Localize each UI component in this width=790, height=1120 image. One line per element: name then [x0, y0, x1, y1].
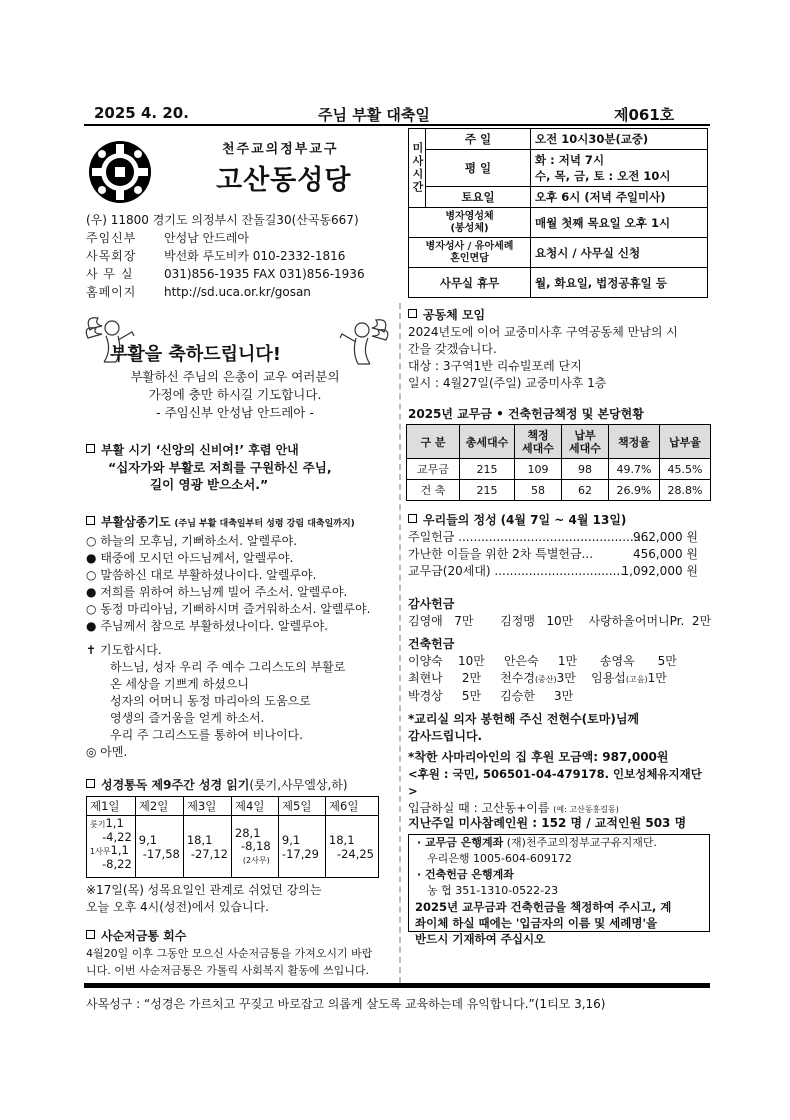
finance-row [407, 459, 711, 480]
council-label: 사목회장 [86, 249, 137, 263]
tithe-account-title: · 교무금 은행계좌 [417, 836, 504, 849]
acclamation-section [86, 442, 386, 493]
greeting-signature: - 주임신부 안성남 안드레아 - [156, 405, 314, 420]
finance-header: 납부 세대수 [562, 425, 609, 459]
response-line: 주님께서 참으로 부활하셨나이다. 알렐루야. [100, 619, 329, 633]
finance-header: 책정 세대수 [515, 425, 562, 459]
verse-marker: ○ [86, 568, 97, 582]
mass-value: 오후 6시 (저녁 주일미사) [531, 187, 708, 208]
mass-schedule-table [408, 128, 708, 298]
offerings-period: (4월 7일 ~ 4월 13일) [500, 513, 627, 527]
prayer-section [86, 642, 396, 761]
verse-line: 하늘의 모후님, 기뻐하소서. 알렐루야. [100, 534, 298, 548]
reading-note [86, 882, 396, 916]
acclamation-line: “십자가와 부활로 저희를 구원하신 주님, [108, 460, 332, 475]
offering-row [408, 529, 698, 546]
donation-thanks [408, 711, 708, 745]
finance-cell: 건 축 [407, 480, 460, 501]
lent-box-line: 니다. 이번 사순저금통은 가톨릭 사회복지 활동에 쓰입니다. [86, 964, 369, 977]
finance-cell: 49.7% [609, 459, 660, 480]
offering-amount: 962,000 원 [632, 530, 698, 544]
regina-caeli-section [86, 514, 396, 635]
reading-note-line: 오늘 오후 4시(성전)에서 있습니다. [86, 900, 269, 914]
bible-reading-title: 성경통독 제9주간 성경 읽기 [101, 778, 250, 792]
samaritan-total: *착한 사마리아인의 집 후원 모금액: 987,000원 [408, 750, 669, 764]
day-4-reading: 28,1 -8,18 (2사무) [231, 816, 278, 878]
samaritan-section [408, 749, 708, 818]
verse-line: 말씀하신 대로 부활하셨나이다. 알렐루야. [100, 568, 317, 582]
response-line: 저희를 위하여 하느님께 빌어 주소서. 알렐루야. [100, 585, 348, 599]
mass-key: 평 일 [426, 150, 531, 187]
finance-cell: 109 [515, 459, 562, 480]
finance-title: 2025년 교무금 • 건축헌금책정 및 본당현황 [408, 407, 644, 421]
regina-caeli-note: (주님 부활 대축일부터 성령 강림 대축일까지) [174, 519, 355, 529]
finance-header: 총세대수 [460, 425, 515, 459]
church-name: 고산동성당 [216, 165, 352, 196]
finance-cell: 28.8% [660, 480, 711, 501]
footer-divider [84, 983, 710, 988]
finance-cell: 62 [562, 480, 609, 501]
building-offering-line: 이양숙 10만 안은숙 1만 송영옥 5만 [408, 654, 677, 668]
day-header: 제1일 [87, 797, 136, 816]
response-marker: ● [86, 585, 97, 599]
mass-value: 오전 10시30분(교중) [531, 129, 708, 150]
council-info: 박선화 루도비카 010-2332-1816 [164, 249, 346, 263]
community-target: 대상 : 3구역1반 리슈빌포레 단지 [408, 359, 582, 373]
day-5-reading: 9,1 -17,29 [278, 816, 325, 878]
finance-cell: 45.5% [660, 459, 711, 480]
community-time: 일시 : 4월27일(주일) 교중미사후 1층 [408, 376, 607, 390]
prayer-line: 우리 주 그리스도를 통하여 비나이다. [110, 728, 303, 742]
lent-box-line: 4월20일 이후 그동안 모으신 사순저금통을 가져오시기 바랍 [86, 947, 373, 960]
day-header: 제3일 [183, 797, 231, 816]
prayer-line: 하느님, 성자 우리 주 예수 그리스도의 부활로 [110, 660, 346, 674]
bullet-square-icon [86, 444, 95, 453]
day-1-reading: 룻기1,1 -4,22 1사무1,1 -8,22 [87, 816, 136, 878]
pastor-label: 주임신부 [86, 231, 137, 245]
tithe-account-owner: (재)천주교의정부교구유지재단. [503, 836, 657, 849]
sick-communion-value: 매월 첫째 목요일 오후 1시 [531, 208, 708, 238]
acclamation-title: 부활 시기 ‘신앙의 신비여!’ 후렴 안내 [101, 443, 299, 457]
building-offering-section [408, 636, 708, 705]
offering-amount: 456,000 원 [632, 547, 698, 561]
offering-row [408, 563, 698, 580]
finance-row [407, 480, 711, 501]
web-label: 홈페이지 [86, 285, 137, 299]
offering-row [408, 546, 698, 563]
verse-line: 동정 마리아님, 기뻐하시며 즐거워하소서. 알렐루야. [100, 602, 371, 616]
sick-communion-key: 병자영성체 (봉성체) [409, 208, 531, 238]
building-offering-title: 건축헌금 [408, 637, 455, 651]
bank-account-box [408, 834, 710, 946]
easter-greeting-body [100, 368, 370, 422]
thanks-offering-line: 김영애 7만 김정맹 10만 사랑하올어머니Pr. 2만 [408, 614, 712, 628]
community-section [408, 307, 708, 392]
tithe-account-number: 우리은행 1005-604-609172 [427, 852, 572, 865]
bullet-square-icon [408, 514, 417, 523]
response-marker: ● [86, 551, 97, 565]
column-divider [399, 303, 401, 983]
office-closed-value: 월, 화요일, 법정공휴일 등 [531, 268, 708, 298]
bullet-square-icon [86, 930, 95, 939]
diocese-name: 천주교의정부교구 [222, 142, 339, 157]
parish-info [86, 211, 365, 301]
day-3-reading: 18,1 -27,12 [183, 816, 231, 878]
mass-key: 토요일 [426, 187, 531, 208]
building-offering-line: 최현나 2만 천수경(중산)3만 임용섭(고음)1만 [408, 671, 667, 685]
building-offering-line: 박경상 5만 김승한 3만 [408, 689, 574, 703]
finance-cell: 26.9% [609, 480, 660, 501]
finance-header: 책정율 [609, 425, 660, 459]
finance-cell: 교무금 [407, 459, 460, 480]
offerings-title: 우리들의 정성 [423, 513, 497, 527]
address: (우) 11800 경기도 의정부시 잔돌길30(산곡동667) [86, 213, 359, 227]
day-header: 제4일 [231, 797, 278, 816]
parish-logo-icon [88, 140, 152, 204]
offering-label: 교무금(20세대) .................................. [408, 564, 625, 578]
website-link[interactable]: http://sd.uca.or.kr/gosan [164, 285, 311, 299]
issue-number: 제061호 [614, 106, 675, 124]
samaritan-account: <후원 : 국민, 506501-04-479178. 인보성체유지재단> [408, 767, 702, 798]
bullet-square-icon [86, 779, 95, 788]
attendance: 지난주일 미사참례인원 : 152 명 / 교적인원 503 명 [408, 816, 687, 830]
finance-cell: 58 [515, 480, 562, 501]
offerings-title-row [408, 512, 626, 529]
bible-reading-table [86, 796, 379, 878]
bank-note-line: 좌이체 하실 때에는 '입금자의 이름 및 세례명'을 [415, 916, 658, 930]
finance-cell: 98 [562, 459, 609, 480]
building-account-title: · 건축헌금 은행계좌 [417, 868, 514, 881]
greeting-line: 가정에 충만 하시길 기도합니다. [148, 387, 322, 402]
reading-note-line: ※17일(목) 성목요일인 관계로 쉬었던 강의는 [86, 883, 322, 897]
finance-header: 납부율 [660, 425, 711, 459]
offering-amount: 1,092,000 원 [621, 564, 698, 578]
lent-box-section [86, 928, 396, 979]
community-line: 2024년도에 이어 교중미사후 구역공동체 만남의 시 [408, 325, 678, 339]
verse-marker: ○ [86, 602, 97, 616]
community-line: 간을 갖겠습니다. [408, 342, 497, 356]
thanks-offering-title: 감사헌금 [408, 597, 455, 611]
pastoral-verse: 사목성구 : “성경은 가르치고 꾸짖고 바로잡고 의롭게 살도록 교육하는데 유익합니다.”(1티모 3,16) [86, 997, 606, 1011]
finance-header: 구 분 [407, 425, 460, 459]
sacrament-key: 병자성사 / 유아세례 혼인면담 [409, 238, 531, 268]
office-phone: 031)856-1935 FAX 031)856-1936 [164, 267, 365, 281]
prayer-line: 온 세상을 기쁘게 하셨으니 [110, 677, 249, 691]
community-title: 공동체 모임 [423, 308, 486, 322]
finance-cell: 215 [460, 480, 515, 501]
day-header: 제6일 [325, 797, 378, 816]
lent-box-title: 사순저금통 회수 [101, 929, 187, 943]
day-header: 제5일 [278, 797, 325, 816]
header-divider [84, 124, 710, 126]
bible-reading-title-row [86, 777, 396, 794]
office-label: 사 무 실 [86, 267, 134, 281]
angel-right-icon [336, 312, 392, 370]
bullet-square-icon [408, 309, 417, 318]
pastor-name: 안성남 안드레아 [164, 231, 249, 245]
donation-line: 감사드립니다. [408, 729, 483, 743]
offerings-list [408, 529, 698, 580]
thanks-offering-section [408, 596, 712, 630]
samaritan-deposit-note: 입금하실 때 : 고산동+이름 [408, 801, 554, 815]
response-marker: ● [86, 619, 97, 633]
prayer-heading: ✝ 기도합시다. [86, 643, 162, 657]
prayer-amen: ◎ 아멘. [86, 745, 128, 759]
sacrament-value: 요청시 / 사무실 신청 [531, 238, 708, 268]
issue-title: 주님 부활 대축일 [318, 106, 430, 124]
office-closed-key: 사무실 휴무 [409, 268, 531, 298]
day-6-reading: 18,1 -24,25 [325, 816, 378, 878]
day-2-reading: 9,1 -17,58 [135, 816, 183, 878]
offering-label: 가난한 이들을 위한 2차 특별헌금... [408, 547, 594, 561]
prayer-line: 영생의 즐거움을 얻게 하소서. [110, 711, 265, 725]
bible-reading-subtitle: (룻기,사무엘상,하) [249, 778, 348, 792]
greeting-line: 부활하신 주님의 은총이 교우 여러분의 [130, 369, 340, 384]
prayer-line: 성자의 어머니 동정 마리아의 도움으로 [110, 694, 311, 708]
easter-greeting-title: 부활을 축하드립니다! [110, 344, 281, 365]
mass-key: 주 일 [426, 129, 531, 150]
samaritan-example: (예: 고산동홍길동) [553, 805, 619, 814]
building-account-number: 농 협 351-1310-0522-23 [427, 884, 559, 897]
issue-header [86, 104, 706, 126]
bank-note-line: 2025년 교무금과 건축헌금을 책정하여 주시고, 계 [415, 900, 672, 914]
donation-line: *교리실 의자 봉헌해 주신 전현수(토마)님께 [408, 712, 640, 726]
bank-note-line: 반드시 기재하여 주십시오 [415, 932, 546, 946]
mass-side-label: 미사시간 [409, 129, 426, 208]
response-line: 태중에 모시던 아드님께서, 알렐루야. [100, 551, 294, 565]
mass-value: 화 : 저녁 7시 수, 목, 금, 토 : 오전 10시 [531, 150, 708, 187]
finance-table [406, 424, 711, 501]
bullet-square-icon [86, 516, 95, 525]
verse-marker: ○ [86, 534, 97, 548]
issue-date: 2025 4. 20. [94, 104, 189, 122]
acclamation-line: 길이 영광 받으소서.” [150, 477, 269, 492]
regina-caeli-title: 부활삼종기도 [101, 515, 171, 529]
offering-label: 주일헌금 .................................................. [408, 530, 649, 544]
finance-cell: 215 [460, 459, 515, 480]
day-header: 제2일 [135, 797, 183, 816]
